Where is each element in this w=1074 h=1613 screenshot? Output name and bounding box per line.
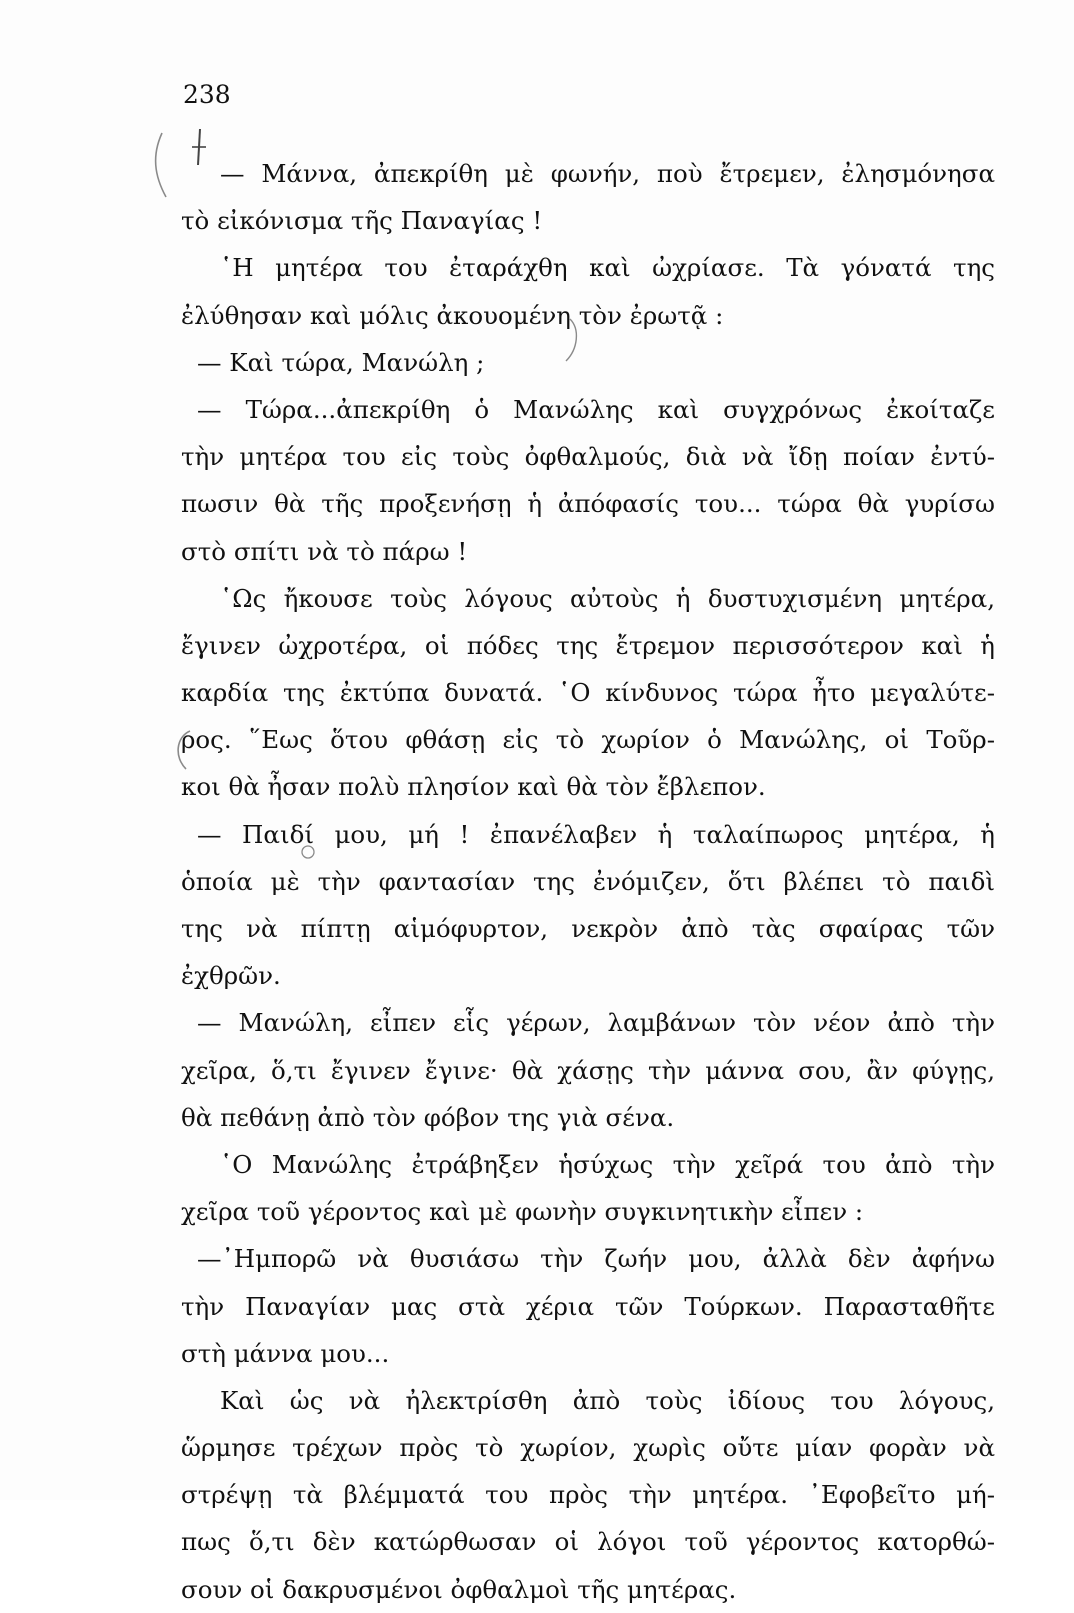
text-line: ὥρμησε τρέχων πρὸς τὸ χωρίον, χωρὶς οὔτε μίαν φορὰν νὰ	[181, 1433, 995, 1463]
page-number: 238	[183, 80, 231, 109]
text-line: κοι θὰ ἦσαν πολὺ πλησίον καὶ θὰ τὸν ἔβλεπον.	[181, 772, 766, 802]
text-line: — Μανώλη, εἶπεν εἷς γέρων, λαμβάνων τὸν νέον ἀπὸ τὴν	[197, 1008, 995, 1038]
text-line: ἐλύθησαν καὶ μόλις ἀκουομένη τὸν ἐρωτᾷ :	[181, 300, 724, 330]
text-line: ῾Η μητέρα του ἐταράχθη καὶ ὠχρίασε. Τὰ γόνατά της	[220, 253, 995, 283]
text-line: — Καὶ τώρα, Μανώλη ;	[197, 347, 485, 377]
text-line: ρος. ῞Εως ὅτου φθάσῃ εἰς τὸ χωρίον ὁ Μανώλης, οἱ Τοῦρ-	[181, 725, 995, 755]
text-line: τὴν μητέρα του εἰς τοὺς ὀφθαλμούς, διὰ νὰ ἴδῃ ποίαν ἐντύ-	[181, 442, 995, 472]
text-line: — Μάννα, ἀπεκρίθη μὲ φωνήν, ποὺ ἔτρεμεν, ἐλησμόνησα	[220, 159, 995, 188]
text-line: τὴν Παναγίαν μας στὰ χέρια τῶν Τούρκων. Παρασταθῆτε	[181, 1291, 995, 1321]
text-line: —᾿Ημπορῶ νὰ θυσιάσω τὴν ζωήν μου, ἀλλὰ δὲν ἀφήνω	[197, 1244, 995, 1274]
text-line: ῾Ως ἤκουσε τοὺς λόγους αὐτοὺς ἡ δυστυχισμένη μητέρα,	[220, 583, 995, 613]
text-line: χεῖρα, ὅ,τι ἔγινεν ἔγινε· θὰ χάσῃς τὴν μάννα σου, ἂν φύγῃς,	[181, 1055, 995, 1085]
text-line: — Τώρα...ἀπεκρίθη ὁ Μανώλης καὶ συγχρόνως ἐκοίταζε	[197, 394, 995, 424]
text-line: Καὶ ὡς νὰ ἠλεκτρίσθη ἀπὸ τοὺς ἰδίους του λόγους,	[220, 1385, 995, 1415]
text-line: ὁποία μὲ τὴν φαντασίαν της ἐνόμιζεν, ὅτι βλέπει τὸ παιδὶ	[181, 866, 995, 896]
text-line: ἐχθρῶν.	[181, 961, 281, 991]
text-line: — Παιδί μου, μή ! ἐπανέλαβεν ἡ ταλαίπωρος μητέρα, ἡ	[197, 819, 995, 849]
text-line: πως ὅ,τι δὲν κατώρθωσαν οἱ λόγοι τοῦ γέροντος κατορθώ-	[181, 1527, 995, 1557]
text-line: στρέψῃ τὰ βλέμματά του πρὸς τὴν μητέρα. ᾿Εφοβεῖτο μή-	[181, 1480, 995, 1510]
text-line: τὸ εἰκόνισμα τῆς Παναγίας !	[181, 206, 543, 236]
text-line: καρδία της ἐκτύπα δυνατά. ῾Ο κίνδυνος τώρα ἦτο μεγαλύτε-	[181, 678, 995, 708]
text-line: ῾Ο Μανώλης ἐτράβηξεν ἡσύχως τὴν χεῖρά του ἀπὸ τὴν	[220, 1149, 995, 1179]
text-line: θὰ πεθάνῃ ἀπὸ τὸν φόβον της γιὰ σένα.	[181, 1102, 675, 1132]
text-line: πωσιν θὰ τῆς προξενήσῃ ἡ ἀπόφασίς του... τώρα θὰ γυρίσω	[181, 489, 995, 519]
text-line: στὸ σπίτι νὰ τὸ πάρω !	[181, 536, 468, 566]
text-line: της νὰ πίπτῃ αἱμόφυρτον, νεκρὸν ἀπὸ τὰς σφαίρας τῶν	[181, 914, 995, 943]
text-body	[175, 150, 995, 1613]
text-line: ἔγινεν ὠχροτέρα, οἱ πόδες της ἔτρεμον περισσότερον καὶ ἡ	[181, 630, 995, 660]
text-line: χεῖρα τοῦ γέροντος καὶ μὲ φωνὴν συγκινητικὴν εἶπεν :	[181, 1197, 864, 1227]
text-line: στὴ μάννα μου...	[181, 1338, 390, 1368]
text-line: σουν οἱ δακρυσμένοι ὀφθαλμοὶ τῆς μητέρας.	[181, 1574, 737, 1604]
